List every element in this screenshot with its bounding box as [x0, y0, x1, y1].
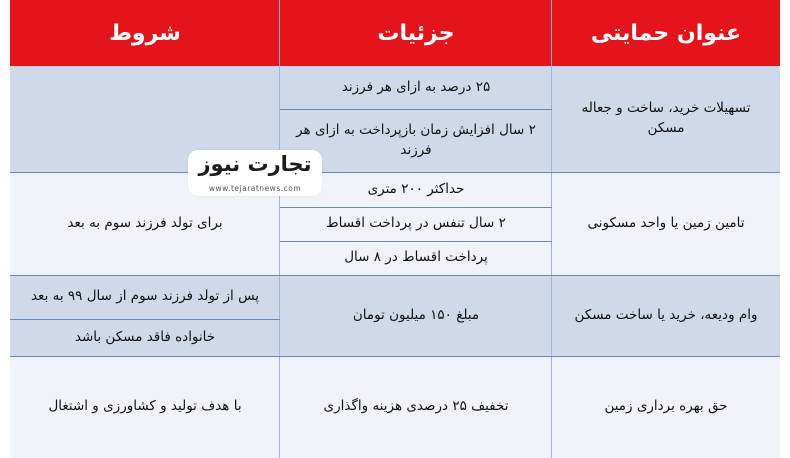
- row4-conditions: با هدف تولید و کشاورزی و اشتغال: [10, 356, 280, 458]
- row3-detail-1: مبلغ ۱۵۰ میلیون تومان: [280, 275, 552, 356]
- row2-conditions: برای تولد فرزند سوم به بعد: [10, 172, 280, 275]
- cell-divider: [280, 241, 552, 242]
- cell-divider: [280, 207, 552, 208]
- header-conditions: شروط: [10, 0, 280, 66]
- header-details: جزئیات: [280, 0, 552, 66]
- row-divider: [10, 275, 780, 276]
- row2-detail-2: ۲ سال تنفس در پرداخت اقساط: [280, 207, 552, 241]
- brand-logo: [188, 150, 322, 196]
- support-table: [10, 0, 780, 458]
- row2-detail-1: حداکثر ۲۰۰ متری: [280, 172, 552, 207]
- header-title: عنوان حمایتی: [552, 0, 780, 66]
- row1-detail-1: ۲۵ درصد به ازای هر فرزند: [280, 66, 552, 109]
- column-divider: [551, 0, 552, 458]
- row1-title: تسهیلات خرید، ساخت و جعاله مسکن: [552, 66, 780, 172]
- column-divider: [279, 0, 280, 458]
- row3-condition-1: پس از تولد فرزند سوم از سال ۹۹ به بعد: [10, 275, 280, 319]
- row3-condition-2: خانواده فاقد مسکن باشد: [10, 319, 280, 356]
- logo-brand-text: تجارت نیوز: [198, 152, 312, 176]
- row4-detail-1: تخفیف ۲۵ درصدی هزینه واگذاری: [280, 356, 552, 458]
- row2-title: تامین زمین یا واحد مسکونی: [552, 172, 780, 275]
- row3-title: وام ودیعه، خرید یا ساخت مسکن: [552, 275, 780, 356]
- row4-title: حق بهره برداری زمین: [552, 356, 780, 458]
- row-divider: [10, 356, 780, 357]
- cell-divider: [10, 319, 280, 320]
- row1-detail-2: ۲ سال افزایش زمان بازپرداخت به ازای هر فرزند: [280, 109, 552, 172]
- cell-divider: [280, 109, 552, 110]
- row2-detail-3: پرداخت اقساط در ۸ سال: [280, 241, 552, 275]
- logo-url: www.tejaratnews.com: [208, 184, 302, 193]
- row-divider: [10, 172, 780, 173]
